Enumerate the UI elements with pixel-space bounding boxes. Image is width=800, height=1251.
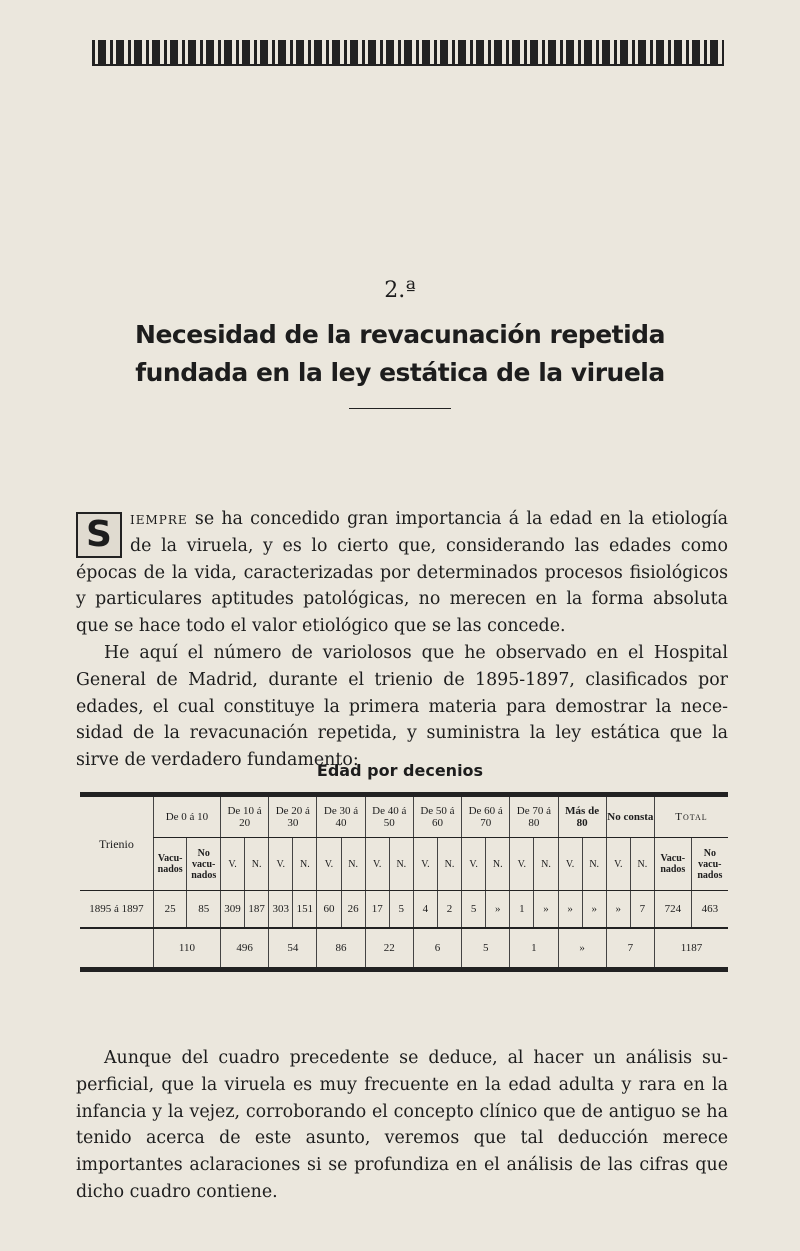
total-cell: 110 xyxy=(153,928,220,967)
subheader-v: V. xyxy=(413,838,437,891)
cell-value: 5 xyxy=(389,891,413,929)
subheader-n: N. xyxy=(437,838,461,891)
row-period: 1895 á 1897 xyxy=(80,891,153,929)
title-divider xyxy=(349,408,451,409)
cell-value: » xyxy=(486,891,510,929)
total-cell: 1187 xyxy=(654,928,728,967)
subheader-v: V. xyxy=(462,838,486,891)
total-cell: » xyxy=(558,928,606,967)
subheader-n: N. xyxy=(582,838,606,891)
cell-value: 151 xyxy=(293,891,317,929)
chapter-number: 2.ª xyxy=(384,278,416,303)
dropcap-continuation: iempre xyxy=(130,509,188,529)
cell-value: 4 xyxy=(413,891,437,929)
cell-value: 724 xyxy=(654,891,691,929)
subheader-n: N. xyxy=(534,838,558,891)
decorative-header-ornament xyxy=(92,40,724,66)
subheader-no-vacunados: No vacu-nados xyxy=(187,838,221,891)
subheader-n: N. xyxy=(293,838,317,891)
cell-value: 2 xyxy=(437,891,461,929)
subheader-total-no-vacunados: No vacu-nados xyxy=(691,838,728,891)
cell-value: 60 xyxy=(317,891,341,929)
cell-value: 7 xyxy=(630,891,654,929)
total-cell: 6 xyxy=(413,928,461,967)
table-title: Edad por decenios xyxy=(316,761,484,780)
cell-value: 1 xyxy=(510,891,534,929)
cell-value: 25 xyxy=(153,891,187,929)
column-header-age-0: De 0 á 10 xyxy=(153,797,220,838)
chapter-title: Necesidad de la revacunación repetida fundada en la ley estática de la viruela xyxy=(135,320,665,387)
subheader-v: V. xyxy=(317,838,341,891)
subheader-v: V. xyxy=(365,838,389,891)
total-cell: 5 xyxy=(462,928,510,967)
dropcap-letter: S xyxy=(76,512,122,558)
subheader-n: N. xyxy=(341,838,365,891)
cell-value: 187 xyxy=(245,891,269,929)
cell-value: 85 xyxy=(187,891,221,929)
cell-value: 5 xyxy=(462,891,486,929)
column-header-age-3: De 30 á 40 xyxy=(317,797,365,838)
total-cell: 1 xyxy=(510,928,558,967)
column-header-total: Total xyxy=(654,797,728,838)
cell-value: » xyxy=(534,891,558,929)
cell-value: 463 xyxy=(691,891,728,929)
subheader-total-vacunados: Vacu-nados xyxy=(654,838,691,891)
column-header-age-5: De 50 á 60 xyxy=(413,797,461,838)
subheader-v: V. xyxy=(510,838,534,891)
cell-value: 303 xyxy=(269,891,293,929)
column-header-trienio: Trienio xyxy=(80,797,153,891)
age-table xyxy=(80,792,728,972)
table-row xyxy=(80,891,728,929)
totals-row-label xyxy=(80,928,153,967)
cell-value: 309 xyxy=(220,891,244,929)
column-header-age-2: De 20 á 30 xyxy=(269,797,317,838)
cell-value: » xyxy=(558,891,582,929)
column-header-age-7: De 70 á 80 xyxy=(510,797,558,838)
subheader-vacunados: Vacu-nados xyxy=(153,838,187,891)
subheader-n: N. xyxy=(630,838,654,891)
column-header-age-6: De 60 á 70 xyxy=(462,797,510,838)
subheader-v: V. xyxy=(220,838,244,891)
table-bottom-border xyxy=(80,967,728,972)
paragraph-3: Aunque del cuadro precedente se deduce, al hacer un análisis su-perficial, que la viruela es muy frecuente en la edad adulta y rara en la infancia y la vejez, corroborando el concepto clínico que de antiguo se ha tenido acerca de este asunto, veremos que tal deducción merece importantes aclaraciones si se profundiza en el análisis de las cifras que dicho cuadro contiene. xyxy=(76,1048,728,1202)
subheader-n: N. xyxy=(389,838,413,891)
totals-row xyxy=(80,928,728,967)
subheader-n: N. xyxy=(245,838,269,891)
subheader-v: V. xyxy=(606,838,630,891)
paragraph-1-text: se ha concedido gran importancia á la edad en la etiología de la viruela, y es lo cierto que, considerando las edades como épocas de la vida, caracterizadas por determinados procesos fisiológicos y particulares aptitudes patológicas, no merecen en la forma absoluta que se hace todo el valor etiológico que se las concede. xyxy=(76,509,728,637)
total-cell: 86 xyxy=(317,928,365,967)
total-cell: 22 xyxy=(365,928,413,967)
subheader-v: V. xyxy=(558,838,582,891)
subheader-v: V. xyxy=(269,838,293,891)
column-header-age-1: De 10 á 20 xyxy=(220,797,268,838)
subheader-n: N. xyxy=(486,838,510,891)
cell-value: » xyxy=(582,891,606,929)
cell-value: 17 xyxy=(365,891,389,929)
total-cell: 7 xyxy=(606,928,654,967)
cell-value: » xyxy=(606,891,630,929)
paragraph-2: He aquí el número de variolosos que he observado en el Hospital General de Madrid, durante el trienio de 1895-1897, clasificados por edades, el cual constituye la primera materia para demostrar la nece-sidad de la revacunación repetida, y suministra la ley estática que la sirve de verdadero fundamento: xyxy=(76,643,728,771)
total-cell: 54 xyxy=(269,928,317,967)
cell-value: 26 xyxy=(341,891,365,929)
data-table xyxy=(80,797,728,967)
column-header-age-8: Más de 80 xyxy=(558,797,606,838)
column-header-age-9: No consta xyxy=(606,797,654,838)
paragraph-1 xyxy=(76,506,728,640)
column-header-age-4: De 40 á 50 xyxy=(365,797,413,838)
total-cell: 496 xyxy=(220,928,268,967)
